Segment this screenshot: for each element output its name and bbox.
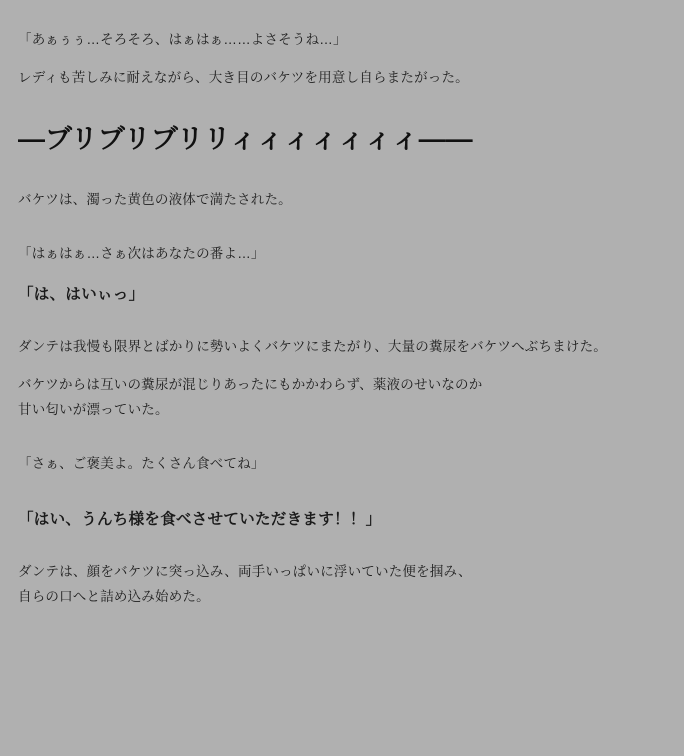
story-line-2: レディも苦しみに耐えながら、大き目のバケツを用意し自らまたがった。 [18,69,469,85]
story-line-13: 自らの口へと詰め込み始めた。 [18,589,210,605]
story-line-10: 「さぁ、ご褒美よ。たくさん食べてね」 [18,455,265,471]
story-shout-line: —ブリブリブリリィィィィィィィ—— [18,123,473,154]
story-line-1: 「あぁぅぅ…そろそろ、はぁはぁ……よさそうね…」 [18,32,347,47]
story-line-7: ダンテは我慢も限界とばかりに勢いよくバケツにまたがり、大量の糞尿をバケツへぶちまけた。 [18,338,607,354]
story-line-4: バケツは、濁った黄色の液体で満たされた。 [18,191,292,207]
story-line-11: 「はい、うんち様を食べさせていただきます！！」 [18,511,382,529]
story-line-12: ダンテは、顔をバケツに突っ込み、両手いっぱいに浮いていた便を掴み、 [18,564,472,580]
story-line-5: 「はぁはぁ…さぁ次はあなたの番よ…」 [18,245,265,261]
story-line-8: バケツからは互いの糞尿が混じりあったにもかかわらず、薬液のせいなのか [18,376,483,392]
story-line-6: 「は、はいぃっ」 [18,285,145,303]
story-line-9: 甘い匂いが漂っていた。 [18,401,169,417]
